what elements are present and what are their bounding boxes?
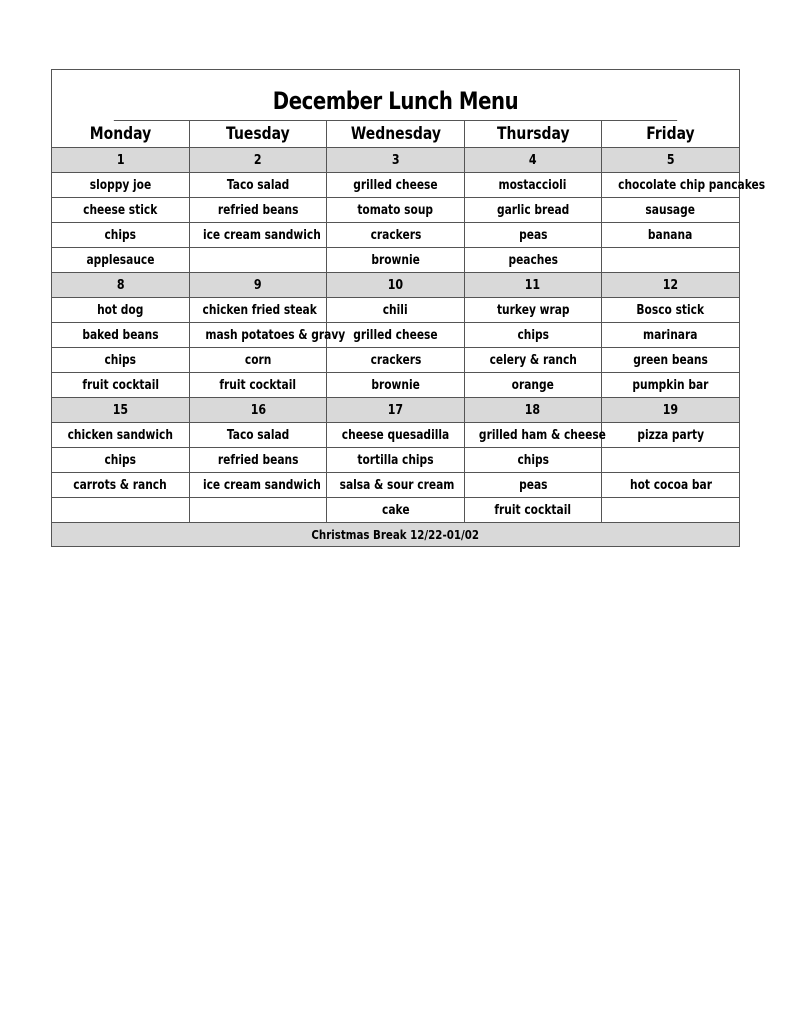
menu-item: brownie [371, 252, 420, 268]
menu-item-row [52, 423, 739, 448]
menu-item-cell [327, 248, 464, 273]
menu-item-cell [464, 448, 601, 473]
menu-item-cell [602, 498, 739, 523]
menu-item-cell [52, 298, 189, 323]
date-cell [52, 273, 189, 298]
menu-item-cell [602, 473, 739, 498]
date-number: 17 [387, 402, 404, 418]
menu-item: grilled cheese [353, 177, 438, 193]
menu-item: mostaccioli [498, 177, 567, 193]
menu-item-cell [189, 448, 326, 473]
menu-item: chocolate chip pancakes [618, 177, 766, 193]
menu-item: chips [104, 227, 137, 243]
menu-item-cell [464, 248, 601, 273]
menu-item: fruit cocktail [219, 377, 297, 393]
menu-item-cell [464, 498, 601, 523]
menu-item: pizza party [637, 427, 704, 443]
date-number: 18 [525, 402, 541, 418]
menu-item: celery & ranch [489, 352, 577, 368]
menu-item-row [52, 248, 739, 273]
date-cell [602, 398, 739, 423]
menu-item: refried beans [217, 452, 299, 468]
menu-item: baked beans [82, 327, 159, 343]
footer-text: Christmas Break 12/22-01/02 [311, 527, 480, 542]
date-cell [52, 398, 189, 423]
menu-item-cell [52, 448, 189, 473]
date-number: 12 [662, 277, 679, 293]
menu-item: Taco salad [226, 427, 290, 443]
day-label: Tuesday [226, 124, 290, 144]
menu-item: orange [511, 377, 554, 393]
menu-item: mash potatoes & gravy [205, 327, 346, 343]
menu-item: crackers [370, 352, 421, 368]
menu-item: corn [244, 352, 272, 368]
menu-item: chips [517, 327, 549, 343]
menu-item-cell [52, 423, 189, 448]
menu-item: sausage [645, 202, 696, 218]
menu-item-cell [602, 298, 739, 323]
menu-item-cell [189, 473, 326, 498]
menu-item-row [52, 373, 739, 398]
menu-item-cell [52, 173, 189, 198]
menu-item-cell [189, 248, 326, 273]
menu-item-cell [52, 198, 189, 223]
menu-item: Taco salad [226, 177, 290, 193]
menu-item-cell [464, 173, 601, 198]
menu-item-cell [189, 198, 326, 223]
date-cell [464, 398, 601, 423]
date-cell [464, 273, 601, 298]
menu-item: crackers [370, 227, 421, 243]
menu-item-row [52, 223, 739, 248]
menu-item-cell [464, 423, 606, 448]
menu-item-cell [189, 323, 346, 348]
menu-item-cell [602, 223, 739, 248]
menu-item-cell [327, 298, 464, 323]
menu-item: tomato soup [357, 202, 434, 218]
menu-item-cell [464, 373, 601, 398]
menu-item-cell [189, 298, 326, 323]
menu-item-cell [602, 373, 739, 398]
day-label: Thursday [496, 124, 570, 144]
menu-title [114, 70, 677, 121]
lunch-menu [51, 69, 766, 547]
menu-item-cell [327, 473, 464, 498]
menu-item: brownie [371, 377, 420, 393]
menu-item-cell [189, 348, 326, 373]
menu-item-cell [189, 173, 326, 198]
menu-item-cell [327, 448, 464, 473]
date-number: 9 [254, 277, 262, 293]
menu-item: tortilla chips [357, 452, 434, 468]
menu-item-cell [52, 323, 189, 348]
menu-item: cheese stick [83, 202, 158, 218]
menu-item-cell [327, 498, 464, 523]
menu-item-cell [52, 473, 189, 498]
menu-item-cell [189, 223, 326, 248]
date-cell [189, 273, 326, 298]
menu-item-cell [464, 323, 601, 348]
menu-item-cell [327, 198, 464, 223]
menu-item: pumpkin bar [632, 377, 709, 393]
menu-item-row [52, 448, 739, 473]
menu-item-cell [189, 498, 326, 523]
menu-item: turkey wrap [496, 302, 570, 318]
date-cell [464, 148, 601, 173]
menu-item-row [52, 348, 739, 373]
menu-item: chicken fried steak [202, 302, 317, 318]
menu-item: cake [381, 502, 410, 518]
menu-item: garlic bread [496, 202, 570, 218]
date-row [52, 273, 739, 298]
date-cell [52, 148, 189, 173]
menu-item-cell [52, 248, 189, 273]
menu-item-cell [52, 348, 189, 373]
menu-item-cell [602, 448, 739, 473]
date-cell [327, 273, 464, 298]
christmas-break-note [52, 523, 739, 547]
menu-item: chips [104, 352, 137, 368]
menu-item-cell [52, 223, 189, 248]
menu-item-cell [602, 323, 739, 348]
menu-item: carrots & ranch [73, 477, 168, 493]
menu-item-cell [327, 348, 464, 373]
date-number: 5 [666, 152, 675, 168]
menu-item: chips [517, 452, 549, 468]
menu-item-cell [52, 373, 189, 398]
menu-item-cell [464, 473, 601, 498]
menu-item-cell [602, 348, 739, 373]
date-number: 8 [116, 277, 125, 293]
menu-item-cell [602, 173, 766, 198]
menu-item: chicken sandwich [67, 427, 174, 443]
menu-item: hot cocoa bar [629, 477, 712, 493]
date-number: 11 [525, 277, 541, 293]
menu-item: chili [383, 302, 408, 318]
menu-item-cell [52, 498, 189, 523]
date-number: 16 [250, 402, 266, 418]
footer-row [52, 523, 739, 547]
menu-item-cell [327, 173, 464, 198]
menu-item: marinara [643, 327, 698, 343]
menu-item: peaches [508, 252, 558, 268]
date-row [52, 398, 739, 423]
menu-item: refried beans [217, 202, 299, 218]
day-header-monday [52, 121, 189, 148]
day-label: Monday [89, 124, 152, 144]
menu-item: Bosco stick [636, 302, 705, 318]
date-number: 4 [529, 152, 537, 168]
menu-item-row [52, 323, 739, 348]
menu-item-cell [464, 198, 601, 223]
menu-item: grilled cheese [353, 327, 438, 343]
menu-item: green beans [633, 352, 708, 368]
date-cell [327, 148, 464, 173]
menu-item: chips [104, 452, 137, 468]
menu-item-cell [327, 423, 464, 448]
menu-item: sloppy joe [89, 177, 152, 193]
menu-table [52, 121, 766, 546]
menu-item-cell [602, 248, 739, 273]
date-number: 1 [116, 152, 125, 168]
date-cell [602, 148, 739, 173]
date-cell [189, 148, 326, 173]
menu-item-cell [189, 373, 326, 398]
menu-item: ice cream sandwich [202, 477, 321, 493]
date-cell [189, 398, 326, 423]
menu-item-cell [327, 323, 464, 348]
date-number: 19 [662, 402, 679, 418]
menu-item: grilled ham & cheese [478, 427, 606, 443]
menu-item-row [52, 473, 739, 498]
menu-item-cell [327, 373, 464, 398]
date-cell [327, 398, 464, 423]
menu-item-row [52, 298, 739, 323]
date-number: 3 [391, 152, 400, 168]
menu-item-cell [464, 298, 601, 323]
menu-item: ice cream sandwich [202, 227, 321, 243]
menu-item-cell [189, 423, 326, 448]
day-header-friday [602, 121, 739, 148]
date-cell [602, 273, 739, 298]
menu-item-cell [464, 348, 601, 373]
date-row [52, 148, 739, 173]
menu-item: peas [518, 227, 548, 243]
menu-item: cheese quesadilla [341, 427, 450, 443]
menu-item: fruit cocktail [82, 377, 159, 393]
date-number: 2 [254, 152, 262, 168]
date-number: 10 [387, 277, 404, 293]
date-number: 15 [112, 402, 129, 418]
menu-item-row [52, 198, 739, 223]
menu-item: peas [518, 477, 548, 493]
menu-title-text: December Lunch Menu [272, 87, 519, 115]
day-label: Wednesday [350, 124, 441, 144]
day-label: Friday [646, 124, 695, 144]
menu-item-row [52, 173, 739, 198]
menu-item: salsa & sour cream [339, 477, 455, 493]
menu-item-row [52, 498, 739, 523]
menu-item-cell [464, 223, 601, 248]
menu-item: applesauce [86, 252, 155, 268]
menu-item-cell [602, 198, 739, 223]
menu-item-cell [602, 423, 739, 448]
menu-item: hot dog [97, 302, 144, 318]
menu-item-cell [327, 223, 464, 248]
menu-item: fruit cocktail [494, 502, 572, 518]
menu-item: banana [648, 227, 693, 243]
day-header-row [52, 121, 739, 148]
